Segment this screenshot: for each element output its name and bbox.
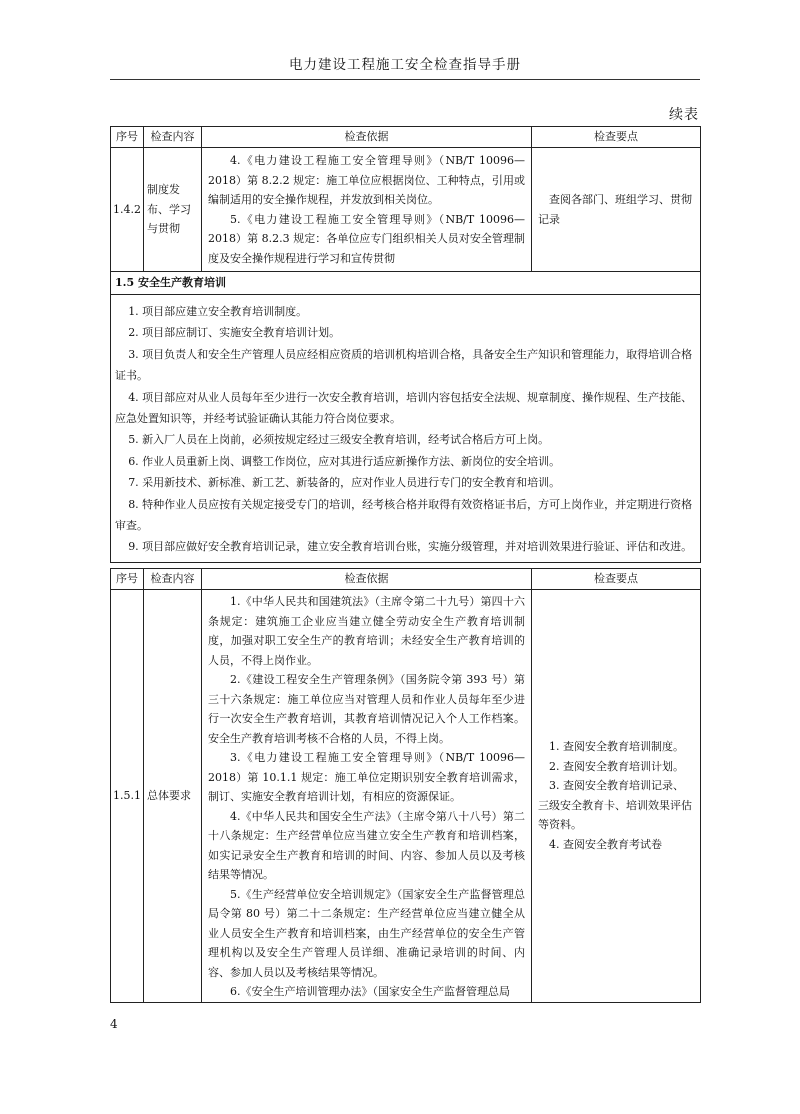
header-basis: 检查依据 <box>202 569 532 590</box>
row-basis <box>202 590 532 1003</box>
points-line: 3. 查阅安全教育培训记录、三级安全教育卡、培训效果评估等资料。 <box>538 779 692 832</box>
basis-paragraph: 6.《安全生产培训管理办法》（国家安全生产监督管理总局 <box>230 985 510 998</box>
basis-paragraph: 3.《电力建设工程施工安全管理导则》（NB/T 10096—2018）第 10.1.1 规定：施工单位定期识别安全教育培训需求，制订、实施安全教育培训计划，有相应的资源保证。 <box>208 751 525 803</box>
points-line: 4. 查阅安全教育考试卷 <box>549 837 662 851</box>
row-seq: 1.5.1 <box>111 590 144 1003</box>
basis-paragraph: 1.《中华人民共和国建筑法》（主席令第二十九号）第四十六条规定：建筑施工企业应当建立健全劳动安全生产教育培训制度，加强对职工安全生产的教育培训；未经安全生产教育培训的人员，不得上岗作业。 <box>208 595 525 667</box>
basis-paragraph: 2.《建设工程安全生产管理条例》（国务院令第 393 号）第三十六条规定：施工单位应当对管理人员和作业人员每年至少进行一次安全生产教育培训，其教育培训情况记入个人工作档案。安全生产教育培训考核不合格的人员，不得上岗。 <box>208 673 525 745</box>
basis-paragraph: 4.《中华人民共和国安全生产法》（主席令第八十八号）第二十八条规定：生产经营单位应当建立安全生产教育和培训档案，如实记录安全生产教育和培训的时间、内容、参加人员以及考核结果等情况。 <box>208 809 525 881</box>
header-content: 检查内容 <box>144 569 202 590</box>
row-points <box>532 590 701 1003</box>
row-seq: 1.4.2 <box>111 148 144 272</box>
row-basis <box>202 148 532 272</box>
running-header: 电力建设工程施工安全检查指导手册 <box>289 57 521 73</box>
continuation-label: 续表 <box>669 107 699 123</box>
header-seq: 序号 <box>111 569 144 590</box>
header-points: 检查要点 <box>532 127 701 148</box>
inspection-table-1 <box>110 126 701 563</box>
section-item: 8. 特种作业人员应按有关规定接受专门的培训，经考核合格并取得有效资格证书后，方可上岗作业，并定期进行资格审查。 <box>115 497 693 533</box>
table-row <box>111 590 701 1003</box>
section-item: 3. 项目负责人和安全生产管理人员应经相应资质的培训机构培训合格，具备安全生产知识和管理能力，取得培训合格证书。 <box>115 347 693 383</box>
row-content: 制度发布、学习与贯彻 <box>144 148 202 272</box>
section-item: 7. 采用新技术、新标准、新工艺、新装备的，应对作业人员进行专门的安全教育和培训。 <box>128 476 561 490</box>
section-item: 9. 项目部应做好安全教育培训记录，建立安全教育培训台账，实施分级管理，并对培训效果进行验证、评估和改进。 <box>128 540 693 554</box>
section-item: 1. 项目部应建立安全教育培训制度。 <box>128 305 308 318</box>
row-content: 总体要求 <box>144 590 202 1003</box>
header-seq: 序号 <box>111 127 144 148</box>
basis-paragraph: 4.《电力建设工程施工安全管理导则》（NB/T 10096—2018）第 8.2.2 规定：施工单位应根据岗位、工种特点，引用或编制适用的安全操作规程，并发放到相关岗位。 <box>208 154 525 206</box>
header-basis: 检查依据 <box>202 127 532 148</box>
basis-paragraph: 5.《生产经营单位安全培训规定》（国家安全生产监督管理总局令第 80 号）第二十二条规定：生产经营单位应当建立健全从业人员安全生产教育和培训档案，由生产经营单位的安全生产管理机构以及安全生产管理人员详细、准确记录培训的时间、内容、参加人员以及考核结果等情况。 <box>208 887 525 979</box>
section-item: 5. 新入厂人员在上岗前，必须按规定经过三级安全教育培训，经考试合格后方可上岗。 <box>128 433 550 447</box>
table-header-row <box>111 127 701 148</box>
points-line: 查阅各部门、班组学习、贯彻记录 <box>538 193 692 226</box>
inspection-table-2 <box>110 568 701 1003</box>
header-rule <box>110 79 700 80</box>
row-points <box>532 148 701 272</box>
section-body-row <box>111 295 701 563</box>
section-item: 4. 项目部应对从业人员每年至少进行一次安全教育培训，培训内容包括安全法规、规章制度、操作规程、生产技能、应急处置知识等，并经考试验证确认其能力符合岗位要求。 <box>115 390 693 426</box>
section-title: 1.5 安全生产教育培训 <box>111 272 701 295</box>
points-line: 2. 查阅安全教育培训计划。 <box>549 759 684 773</box>
table-header-row <box>111 569 701 590</box>
page-number: 4 <box>110 1017 118 1031</box>
basis-paragraph: 5.《电力建设工程施工安全管理导则》（NB/T 10096—2018）第 8.2.3 规定：各单位应专门组织相关人员对安全管理制度及安全操作规程进行学习和宣传贯彻 <box>208 212 525 265</box>
section-item: 2. 项目部应制订、实施安全教育培训计划。 <box>128 326 341 340</box>
section-body <box>111 295 701 563</box>
section-item: 6. 作业人员重新上岗、调整工作岗位，应对其进行适应新操作方法、新岗位的安全培训。 <box>128 454 561 468</box>
header-content: 检查内容 <box>144 127 202 148</box>
points-line: 1. 查阅安全教育培训制度。 <box>549 740 684 754</box>
table-row <box>111 148 701 272</box>
header-points: 检查要点 <box>532 569 701 590</box>
section-title-row <box>111 272 701 295</box>
